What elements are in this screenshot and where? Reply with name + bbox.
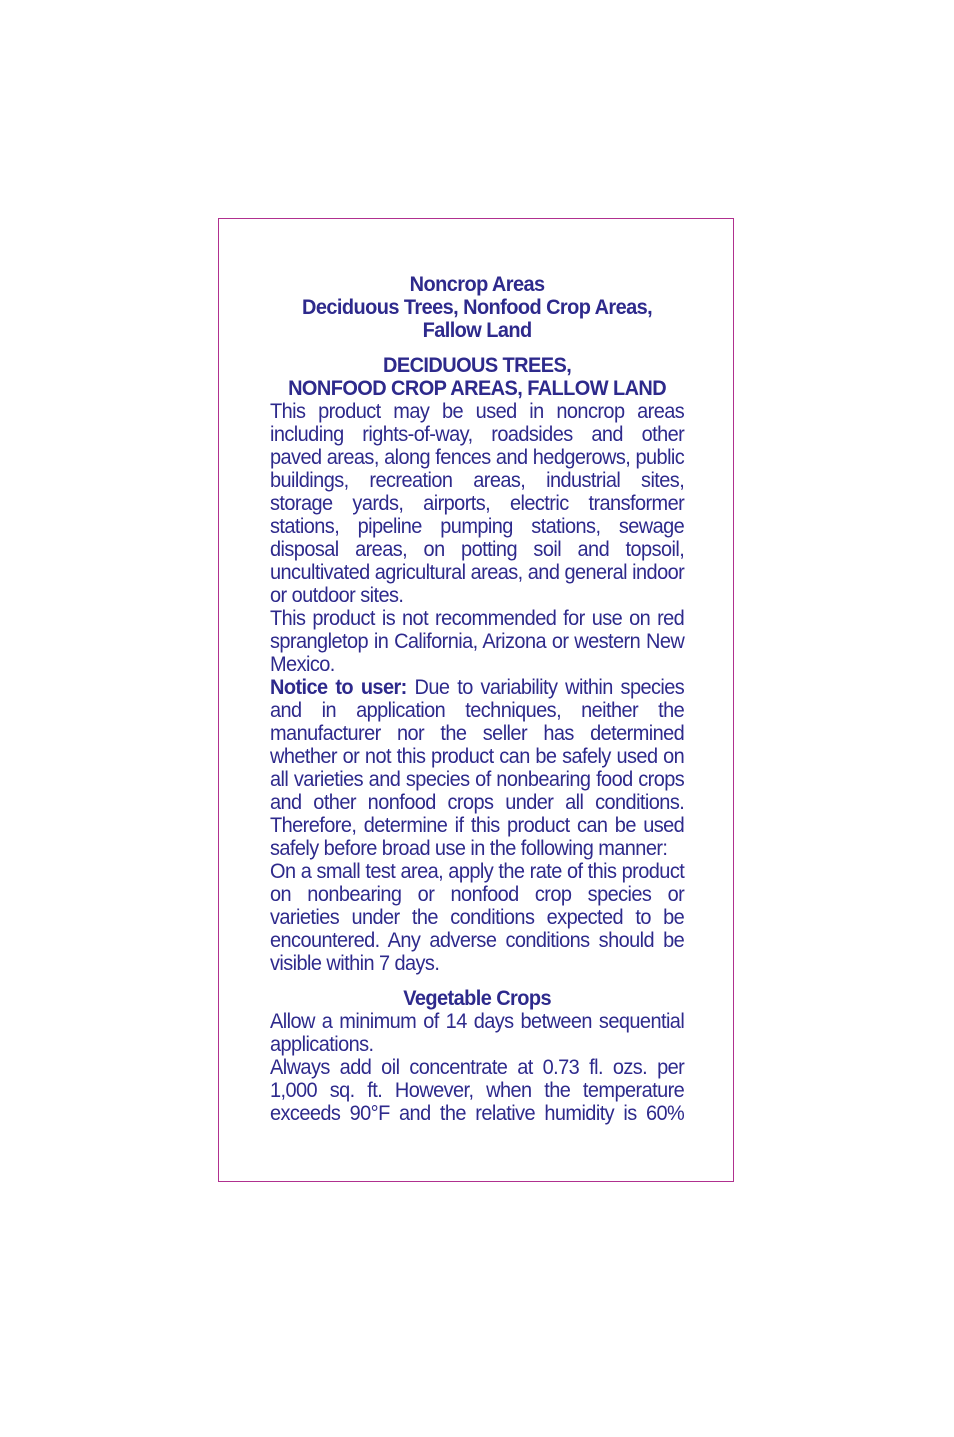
section-heading-line-2: NONFOOD CROP AREAS, FALLOW LAND xyxy=(288,377,667,400)
title-line-2: Deciduous Trees, Nonfood Crop Areas, xyxy=(302,296,653,319)
page-title xyxy=(270,273,684,342)
label-panel xyxy=(218,218,734,1182)
notice-paragraph xyxy=(270,676,684,860)
notice-label: Notice to user: xyxy=(270,676,407,699)
notice-text: Due to variability within species and in application techniques, neither the manufacturer nor the seller has determined whether or not this product can be safely used on all varieties and species of nonbearing food crops and other nonfood crops under all conditions. Therefore, determine if this product can be used safely before broad use in the following manner: xyxy=(270,676,685,860)
oil-concentrate-paragraph: Always add oil concentrate at 0.73 fl. ozs. per 1,000 sq. ft. However, when the temperature exceeds 90°F and the relative humidity is 60% xyxy=(270,1056,685,1125)
title-line-1: Noncrop Areas xyxy=(409,273,545,296)
label-content xyxy=(270,273,684,1125)
spacer xyxy=(270,975,684,987)
section-heading xyxy=(270,354,684,400)
section-heading-line-1: DECIDUOUS TREES, xyxy=(383,354,572,377)
vegetable-crops-heading: Vegetable Crops xyxy=(403,987,551,1010)
test-area-paragraph: On a small test area, apply the rate of this product on nonbearing or nonfood crop species or varieties under the conditions expected to be encountered. Any adverse conditions should be visible within 7 days. xyxy=(270,860,685,975)
sprangletop-paragraph: This product is not recommended for use on red sprangletop in California, Arizona or western New Mexico. xyxy=(270,607,685,676)
noncrop-uses-paragraph: This product may be used in noncrop areas including rights-of-way, roadsides and other paved areas, along fences and hedgerows, public buildings, recreation areas, industrial sites, storage yards, airports, electric transformer stations, pipeline pumping stations, sewage disposal areas, on potting soil and topsoil, uncultivated agricultural areas, and general indoor or outdoor sites. xyxy=(270,400,685,607)
title-line-3: Fallow Land xyxy=(422,319,532,342)
sequential-applications-paragraph: Allow a minimum of 14 days between sequential applications. xyxy=(270,1010,685,1056)
spacer xyxy=(270,342,684,354)
